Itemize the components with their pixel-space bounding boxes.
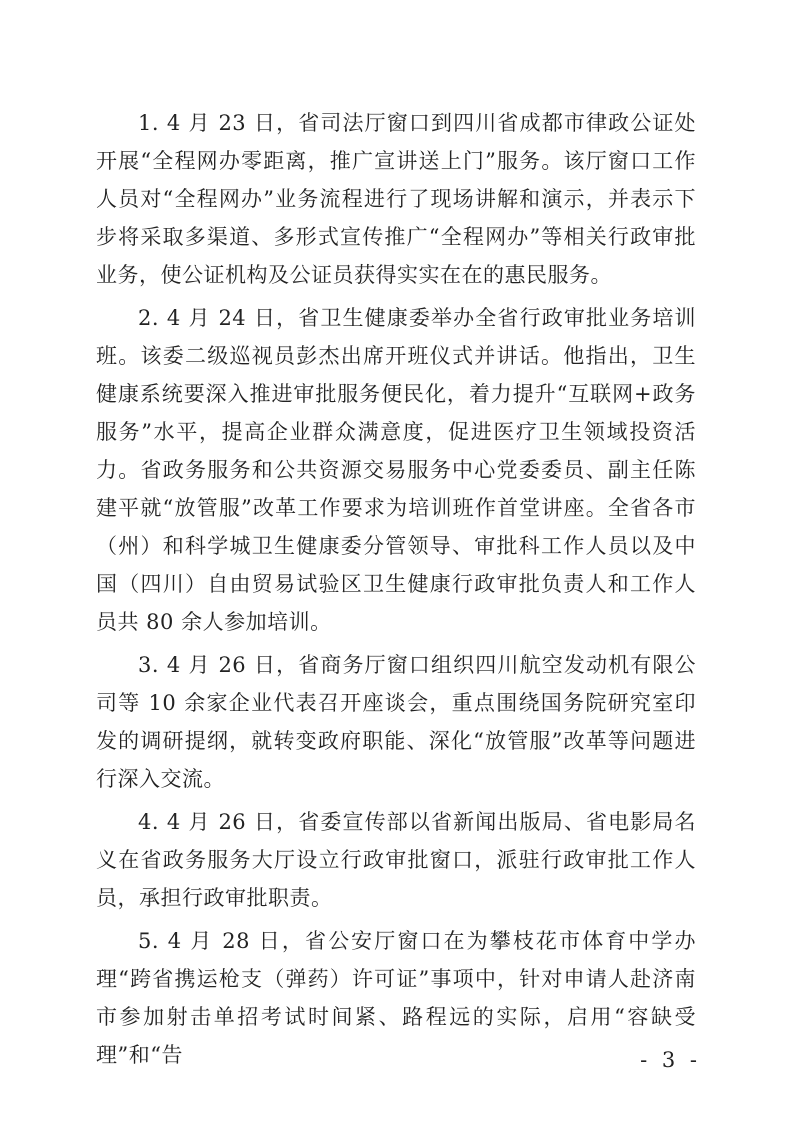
paragraph-4: 4. 4 月 26 日，省委宣传部以省新闻出版局、省电影局名义在省政务服务大厅设立行政审批窗口，派驻行政审批工作人员，承担行政审批职责。 — [96, 810, 696, 910]
document-body — [96, 104, 696, 1079]
paragraph-2: 2. 4 月 24 日，省卫生健康委举办全省行政审批业务培训班。该委二级巡视员彭杰出席开班仪式并讲话。他指出，卫生健康系统要深入推进审批服务便民化，着力提升“互联网+政务服务”水平，提高企业群众满意度，促进医疗卫生领域投资活力。省政务服务和公共资源交易服务中心党委委员、副主任陈建平就“放管服”改革工作要求为培训班作首堂讲座。全省各市（州）和科学城卫生健康委分管领导、审批科工作人员以及中国（四川）自由贸易试验区卫生健康行政审批负责人和工作人员共 80 余人参加培训。 — [96, 306, 696, 634]
paragraph-5: 5. 4 月 28 日，省公安厅窗口在为攀枝花市体育中学办理“跨省携运枪支（弹药）许可证”事项中，针对申请人赴济南市参加射击单招考试时间紧、路程远的实际，启用“容缺受理”和“告 — [96, 929, 696, 1067]
paragraph-3: 3. 4 月 26 日，省商务厅窗口组织四川航空发动机有限公司等 10 余家企业代表召开座谈会，重点围绕国务院研究室印发的调研提纲，就转变政府职能、深化“放管服”改革等问题进行深入交流。 — [96, 653, 696, 791]
page-number: - 3 - — [640, 1048, 701, 1072]
paragraph-1: 1. 4 月 23 日，省司法厅窗口到四川省成都市律政公证处开展“全程网办零距离，推广宣讲送上门”服务。该厅窗口工作人员对“全程网办”业务流程进行了现场讲解和演示，并表示下步将采取多渠道、多形式宣传推广“全程网办”等相关行政审批业务，使公证机构及公证员获得实实在在的惠民服务。 — [96, 111, 696, 287]
